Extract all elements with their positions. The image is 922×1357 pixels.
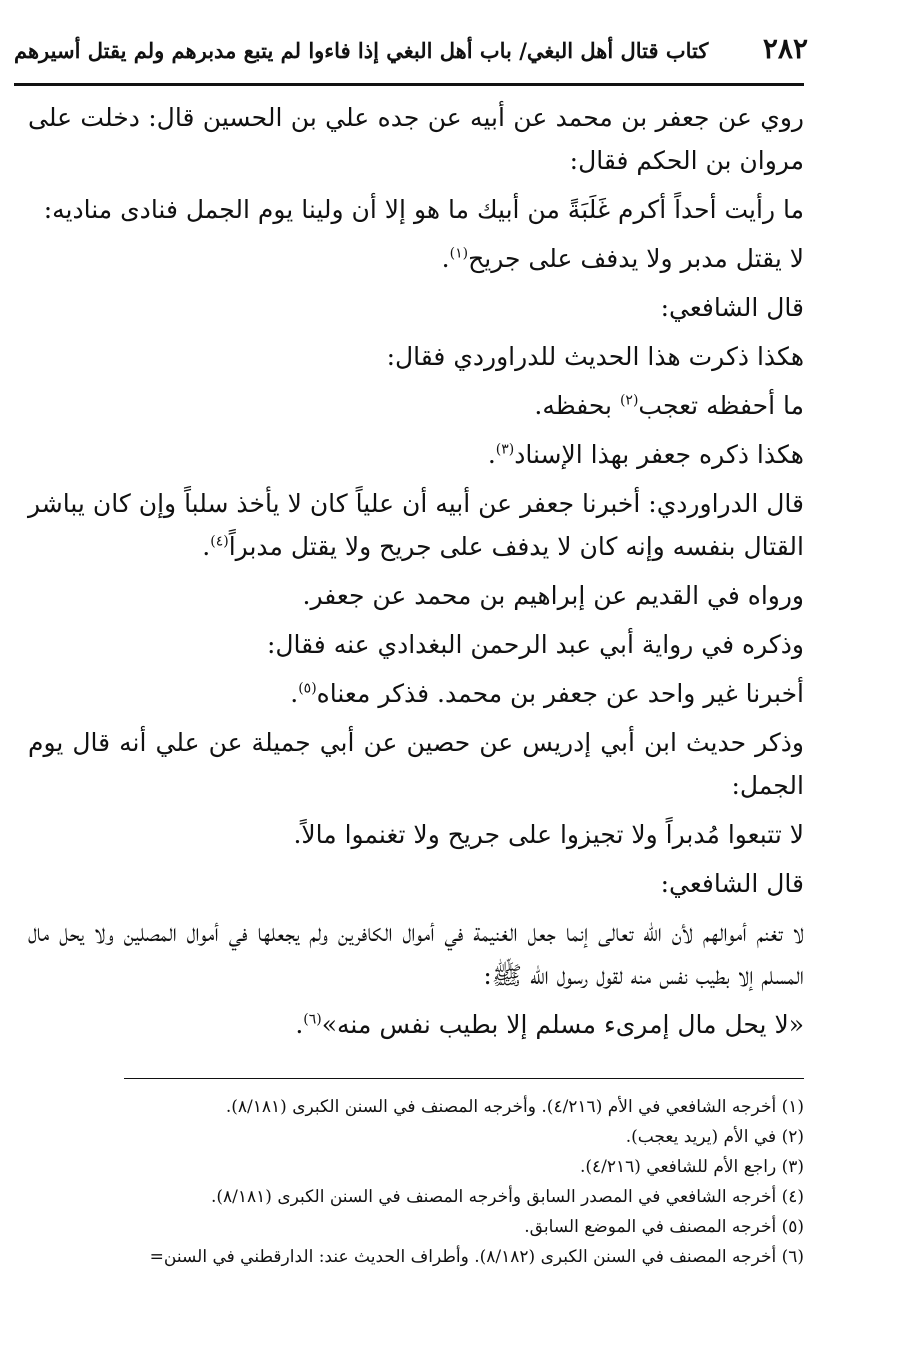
paragraph: هكذا ذكرت هذا الحديث للدراوردي فقال: [386, 342, 804, 371]
paragraph: «لا يحل مال إمرىء مسلم إلا بطيب نفس منه»$^{(٦)}$. [295, 1010, 804, 1039]
paragraph: وذكره في رواية أبي عبد الرحمن البغدادي عنه فقال: [266, 630, 804, 659]
footnote: (٦) أخرجه المصنف في السنن الكبرى (٨/١٨٢). وأطراف الحديث عند: الدارقطني في السنن= [149, 1247, 804, 1267]
footnote-ref[interactable]: (٦) [303, 1011, 322, 1028]
paragraph: ورواه في القديم عن إبراهيم بن محمد عن جعفر. [302, 581, 804, 610]
paragraph: ما أحفظه تعجب$^{(٢)}$ بحفظه. [534, 391, 804, 420]
footnote: (٤) أخرجه الشافعي في المصدر السابق وأخرجه المصنف في السنن الكبرى (٨/١٨١). [210, 1187, 804, 1207]
paragraph: وذكر حديث ابن أبي إدريس عن حصين عن أبي جميلة عن علي أنه قال يوم الجمل: [28, 728, 804, 800]
paragraph: لا تغنم أموالهم لأن الله تعالى إنما جعل الغنيمة في أموال الكافرين ولم يجعلها في أموال المصلين ولا يحل مال المسلم إلا بطيب نفس منه لقول رسول الله ﷺ: [28, 918, 804, 990]
paragraph: أخبرنا غير واحد عن جعفر بن محمد. فذكر معناه$^{(٥)}$. [290, 679, 804, 708]
paragraph: لا يقتل مدبر ولا يدفف على جريح$^{(١)}$. [441, 244, 804, 273]
paragraph: قال الشافعي: [660, 869, 804, 898]
footnotes [20, 1092, 804, 1272]
paragraph: لا تتبعوا مُدبراً ولا تجيزوا على جريح ولا تغنموا مالاً. [293, 820, 804, 849]
footnote: (٣) راجع الأم للشافعي (٤/٢١٦). [579, 1157, 804, 1177]
footnote: (١) أخرجه الشافعي في الأم (٤/٢١٦). وأخرجه المصنف في السنن الكبرى (٨/١٨١). [225, 1097, 804, 1117]
paragraph: ما رأيت أحداً أكرم غَلَبَةً من أبيك ما هو إلا أن ولينا يوم الجمل فنادى مناديه: [43, 195, 804, 224]
page-header [14, 30, 808, 86]
main-text [28, 96, 804, 1052]
paragraph: قال الدراوردي: أخبرنا جعفر عن أبيه أن علياً كان لا يأخذ سلباً وإن كان يباشر القتال بنفسه وإنه كان لا يدفف على جريح ولا يقتل مدبراً$^{(٤)}$. [28, 489, 804, 561]
page-number: ٢٨٢ [762, 32, 808, 65]
footnote-divider [124, 1078, 804, 1079]
footnote-ref[interactable]: (٢) [619, 392, 639, 409]
footnote: (٢) في الأم (يريد يعجب). [625, 1127, 804, 1147]
paragraph: هكذا ذكره جعفر بهذا الإسناد$^{(٣)}$. [487, 440, 804, 469]
paragraph: روي عن جعفر بن محمد عن أبيه عن جده علي بن الحسين قال: دخلت على مروان بن الحكم فقال: [28, 103, 804, 175]
footnote-ref[interactable]: (٥) [298, 680, 317, 697]
footnote: (٥) أخرجه المصنف في الموضع السابق. [524, 1217, 804, 1237]
paragraph: قال الشافعي: [660, 293, 804, 322]
footnote-ref[interactable]: (١) [449, 245, 469, 262]
footnote-ref[interactable]: (٣) [495, 441, 515, 458]
footnote-ref[interactable]: (٤) [210, 533, 229, 550]
running-title: كتاب قتال أهل البغي/ باب أهل البغي إذا فاءوا لم يتبع مدبرهم ولم يقتل أسيرهم [14, 38, 709, 63]
